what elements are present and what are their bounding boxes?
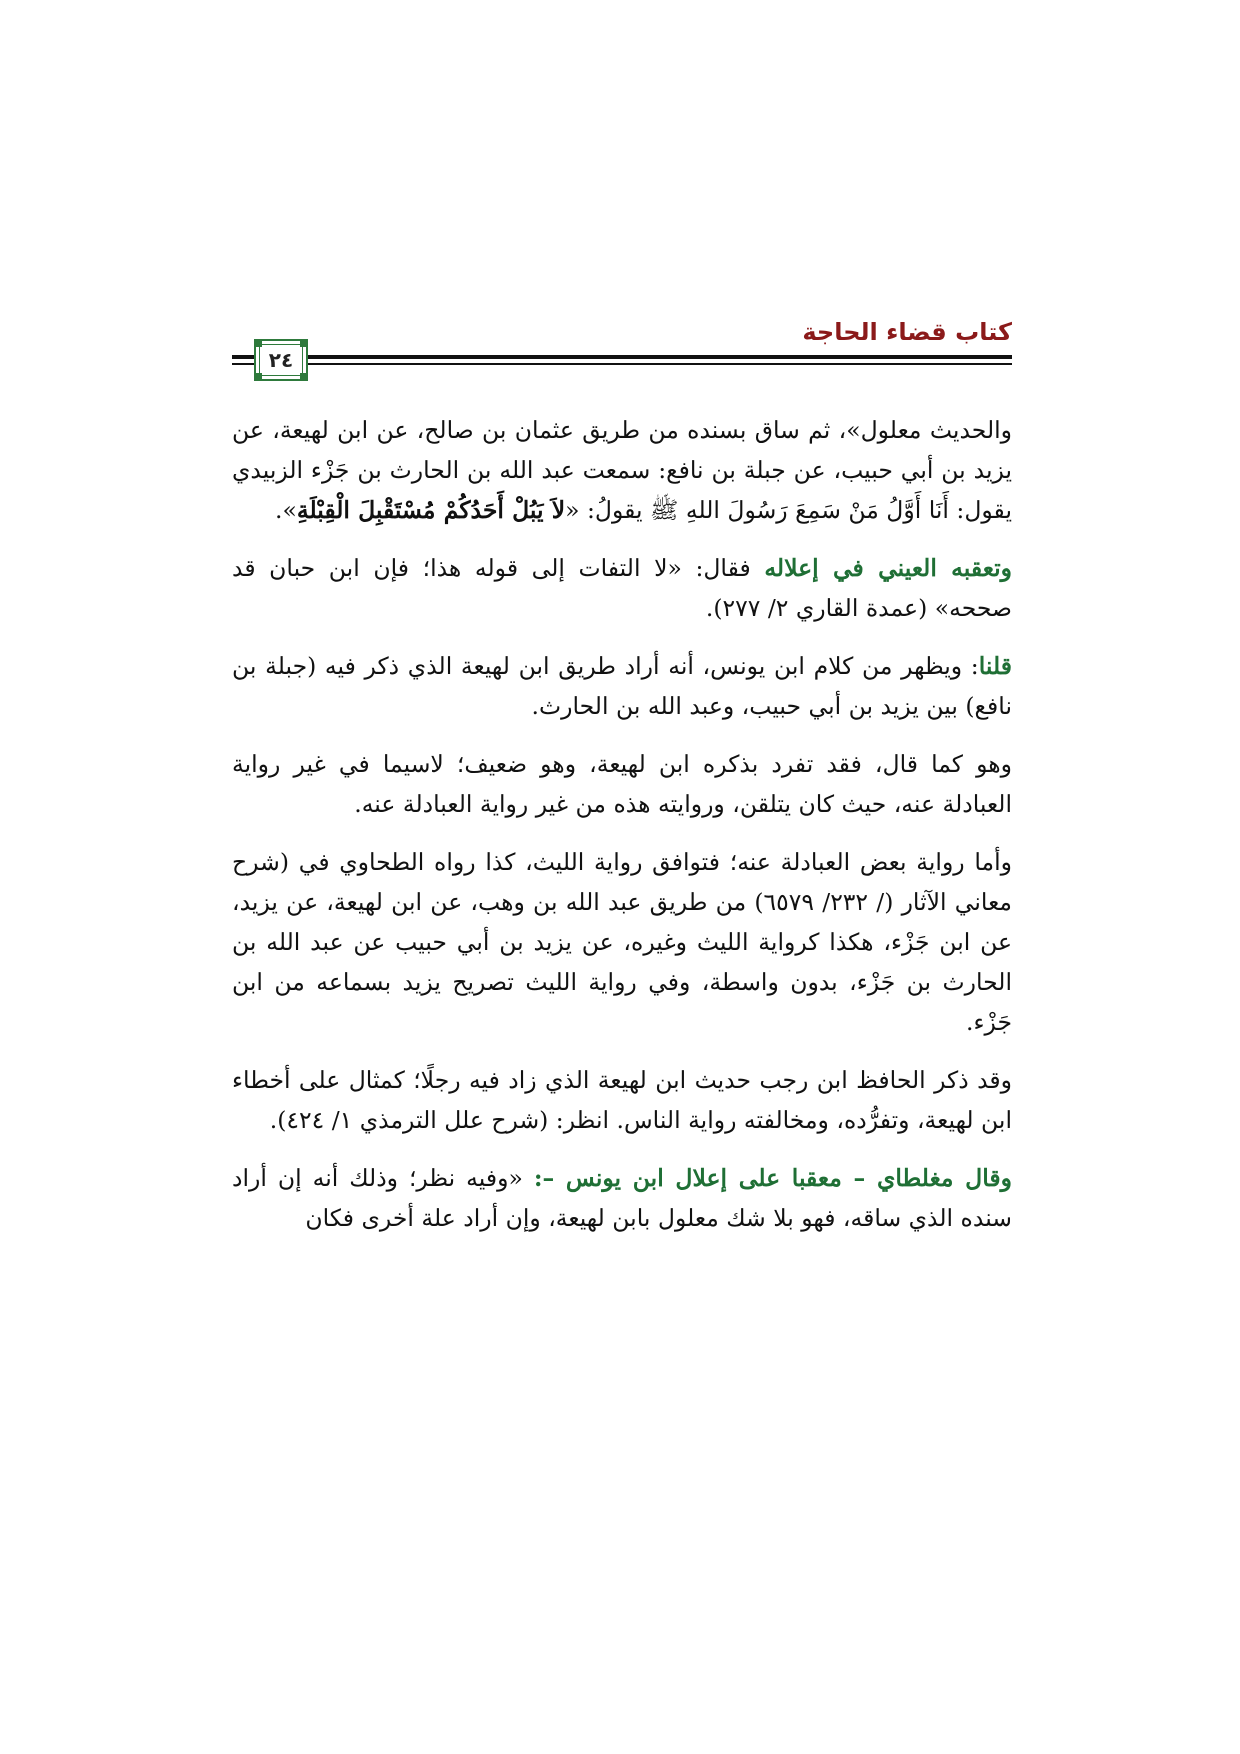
badge-corner-ornament [254,339,262,347]
hadith-quote: لاَ يَبُلْ أَحَدُكُمْ مُسْتَقْبِلَ الْقِبْلَةِ [296,496,566,524]
paragraph-text: والحديث معلول»، ثم ساق بسنده من طريق عثمان بن صالح، عن ابن لهيعة، عن يزيد بن أبي حبيب، عن جبلة بن نافع: سمعت عبد الله بن الحارث بن جَزْء الزبيدي يقول: أَنَا أَوَّلُ مَنْ سَمِعَ رَسُولَ اللهِ ﷺ يقولُ: « [232,416,1012,524]
paragraph-tail: ». [275,496,297,524]
page-number: ٢٤ [268,348,294,372]
paragraph-text: وهو كما قال، فقد تفرد بذكره ابن لهيعة، وهو ضعيف؛ لاسيما في غير رواية العبادلة عنه، حيث كان يتلقن، وروايته هذه من غير رواية العبادلة عنه. [232,750,1012,818]
paragraph-text: وأما رواية بعض العبادلة عنه؛ فتوافق رواية الليث، كذا رواه الطحاوي في (شرح معاني الآثار (/ ٢٣٢/ ٦٥٧٩) من طريق عبد الله بن وهب، عن ابن لهيعة، عن يزيد، عن ابن جَزْء، هكذا كرواية الليث وغيره، عن يزيد بن أبي حبيب عن عبد الله بن الحارث بن جَزْء، بدون واسطة، وفي رواية الليث تصريح يزيد بسماعه من ابن جَزْء. [232,848,1012,1036]
header-rule-thin [232,363,1012,365]
paragraph-3 [232,646,1012,726]
paragraph-4 [232,744,1012,824]
page-header [232,314,1012,389]
paragraph-lead: وقال مغلطاي – معقبا على إعلال ابن يونس –: [533,1164,1012,1192]
paragraph-text: فقال: «لا التفات إلى قوله هذا؛ فإن ابن حبان قد صححه» (عمدة القاري ٢/ ٢٧٧). [232,554,1012,622]
badge-corner-ornament [254,373,262,381]
paragraph-text: «وفيه نظر؛ وذلك أنه إن أراد سنده الذي ساقه، فهو بلا شك معلول بابن لهيعة، وإن أراد علة أخرى فكان [232,1164,1012,1232]
page-body [232,410,1012,1256]
header-rule-thick [232,355,1012,359]
paragraph-lead: وتعقبه العيني في إعلاله [764,554,1012,582]
badge-corner-ornament [300,373,308,381]
paragraph-1 [232,410,1012,530]
paragraph-text: : ويظهر من كلام ابن يونس، أنه أراد طريق ابن لهيعة الذي ذكر فيه (جبلة بن نافع) بين يزيد بن أبي حبيب، وعبد الله بن الحارث. [232,652,1012,720]
paragraph-text: وقد ذكر الحافظ ابن رجب حديث ابن لهيعة الذي زاد فيه رجلًا؛ كمثال على أخطاء ابن لهيعة، وتفرُّده، ومخالفته رواية الناس. انظر: (شرح علل الترمذي ١/ ٤٢٤). [232,1066,1012,1134]
paragraph-2 [232,548,1012,628]
book-title: كتاب قضاء الحاجة [802,318,1012,346]
page-number-badge [254,339,308,381]
paragraph-5 [232,842,1012,1042]
badge-corner-ornament [300,339,308,347]
paragraph-7 [232,1158,1012,1238]
paragraph-lead: قلنا [978,652,1012,680]
paragraph-6 [232,1060,1012,1140]
